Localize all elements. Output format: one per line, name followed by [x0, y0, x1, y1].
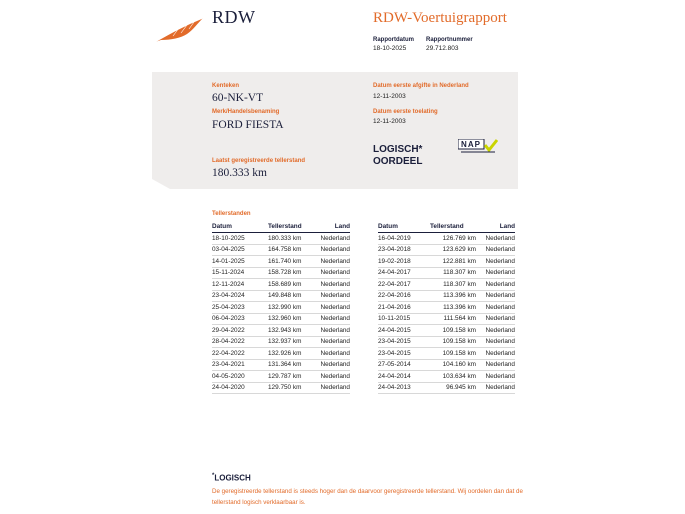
footnote-star: *	[212, 473, 215, 479]
reading-date: 23-04-2018	[378, 244, 430, 256]
reading-country: Nederland	[312, 290, 350, 302]
reading-date: 24-04-2015	[378, 325, 430, 337]
header-country: Land	[476, 222, 515, 233]
reading-odometer: 164.758 km	[268, 244, 312, 256]
table-row	[378, 256, 515, 268]
reading-date: 23-04-2021	[212, 359, 268, 371]
first-admission-value: 12-11-2003	[373, 118, 406, 125]
reading-date: 22-04-2022	[212, 348, 268, 360]
table-row	[378, 382, 515, 394]
reading-date: 29-04-2022	[212, 325, 268, 337]
reading-country: Nederland	[476, 233, 515, 245]
reading-odometer: 132.937 km	[268, 336, 312, 348]
header-country: Land	[312, 222, 350, 233]
report-number-value: 29.712.803	[426, 45, 459, 52]
reading-date: 15-11-2024	[212, 267, 268, 279]
table-row	[378, 244, 515, 256]
table-row	[378, 290, 515, 302]
reading-odometer: 158.728 km	[268, 267, 312, 279]
odometer-readings-table-right	[378, 222, 515, 394]
reading-country: Nederland	[312, 302, 350, 314]
reading-odometer: 104.160 km	[430, 359, 476, 371]
reading-odometer: 109.158 km	[430, 336, 476, 348]
reading-odometer: 180.333 km	[268, 233, 312, 245]
reading-odometer: 123.629 km	[430, 244, 476, 256]
reading-date: 18-10-2025	[212, 233, 268, 245]
table-row	[212, 267, 350, 279]
reading-country: Nederland	[476, 290, 515, 302]
reading-country: Nederland	[476, 336, 515, 348]
reading-odometer: 109.158 km	[430, 325, 476, 337]
reading-odometer: 96.945 km	[430, 382, 476, 394]
reading-date: 24-04-2013	[378, 382, 430, 394]
table-row	[378, 359, 515, 371]
reading-country: Nederland	[476, 256, 515, 268]
reading-country: Nederland	[312, 382, 350, 394]
table-row	[378, 336, 515, 348]
reading-country: Nederland	[476, 371, 515, 383]
reading-country: Nederland	[312, 279, 350, 291]
report-title: RDW-Voertuigrapport	[373, 10, 507, 26]
reading-odometer: 113.396 km	[430, 302, 476, 314]
reading-date: 28-04-2022	[212, 336, 268, 348]
reading-country: Nederland	[312, 233, 350, 245]
header-date: Datum	[378, 222, 430, 233]
first-registration-nl-value: 12-11-2003	[373, 93, 406, 100]
make-label: Merk/Handelsbenaming	[212, 109, 280, 115]
table-row	[378, 313, 515, 325]
reading-country: Nederland	[312, 359, 350, 371]
report-number-label: Rapportnummer	[426, 37, 473, 43]
table-row	[212, 382, 350, 394]
reading-odometer: 132.960 km	[268, 313, 312, 325]
odometer-verdict: LOGISCH* OORDEEL	[373, 144, 423, 167]
last-odometer-value: 180.333 km	[212, 167, 267, 179]
table-row	[212, 348, 350, 360]
table-row	[378, 348, 515, 360]
plate-value: 60-NK-VT	[212, 92, 264, 104]
reading-odometer: 129.750 km	[268, 382, 312, 394]
odometer-readings-table-left	[212, 222, 350, 394]
reading-date: 27-05-2014	[378, 359, 430, 371]
reading-country: Nederland	[476, 267, 515, 279]
reading-odometer: 161.740 km	[268, 256, 312, 268]
reading-date: 03-04-2025	[212, 244, 268, 256]
reading-odometer: 132.990 km	[268, 302, 312, 314]
table-row	[378, 302, 515, 314]
reading-country: Nederland	[476, 244, 515, 256]
footnote-text: De geregistreerde tellerstand is steeds hoger dan de daarvoor geregistreerde tellerstand. Wij oordelen dan dat de tellerstand logisch verklaarbaar is.	[212, 488, 523, 506]
reading-country: Nederland	[476, 279, 515, 291]
reading-date: 23-04-2015	[378, 336, 430, 348]
reading-odometer: 132.943 km	[268, 325, 312, 337]
reading-country: Nederland	[312, 348, 350, 360]
reading-country: Nederland	[312, 267, 350, 279]
reading-date: 23-04-2024	[212, 290, 268, 302]
reading-odometer: 149.848 km	[268, 290, 312, 302]
table-row	[212, 336, 350, 348]
footnote-title-text: LOGISCH	[214, 473, 251, 483]
reading-date: 23-04-2015	[378, 348, 430, 360]
table-row	[212, 313, 350, 325]
table-row	[378, 279, 515, 291]
reading-country: Nederland	[312, 336, 350, 348]
reading-date: 24-04-2017	[378, 267, 430, 279]
header-odometer: Tellerstand	[430, 222, 476, 233]
reading-country: Nederland	[312, 256, 350, 268]
first-registration-nl-label: Datum eerste afgifte in Nederland	[373, 83, 469, 89]
reading-country: Nederland	[312, 371, 350, 383]
readings-section-title: Tellerstanden	[212, 211, 251, 217]
reading-country: Nederland	[312, 244, 350, 256]
table-row	[212, 233, 350, 245]
reading-country: Nederland	[476, 348, 515, 360]
reading-odometer: 126.769 km	[430, 233, 476, 245]
reading-date: 25-04-2023	[212, 302, 268, 314]
reading-date: 04-05-2020	[212, 371, 268, 383]
reading-date: 14-01-2025	[212, 256, 268, 268]
last-odometer-label: Laatst geregistreerde tellerstand	[212, 158, 306, 164]
table-row	[212, 302, 350, 314]
table-row	[378, 371, 515, 383]
reading-country: Nederland	[476, 325, 515, 337]
brand-name: RDW	[212, 7, 256, 27]
reading-odometer: 118.307 km	[430, 267, 476, 279]
reading-date: 22-04-2017	[378, 279, 430, 291]
table-row	[212, 256, 350, 268]
make-value: FORD FIESTA	[212, 119, 284, 131]
reading-date: 16-04-2019	[378, 233, 430, 245]
reading-country: Nederland	[476, 382, 515, 394]
table-row	[212, 244, 350, 256]
table-header-row	[378, 222, 515, 233]
reading-country: Nederland	[312, 313, 350, 325]
reading-date: 19-02-2018	[378, 256, 430, 268]
reading-odometer: 103.634 km	[430, 371, 476, 383]
plate-label: Kenteken	[212, 83, 240, 89]
reading-odometer: 158.689 km	[268, 279, 312, 291]
reading-date: 21-04-2016	[378, 302, 430, 314]
reading-country: Nederland	[312, 325, 350, 337]
reading-date: 12-11-2024	[212, 279, 268, 291]
table-header-row	[212, 222, 350, 233]
first-admission-label: Datum eerste toelating	[373, 109, 438, 115]
reading-country: Nederland	[476, 313, 515, 325]
reading-date: 10-11-2015	[378, 313, 430, 325]
reading-odometer: 109.158 km	[430, 348, 476, 360]
nap-logo	[458, 139, 498, 155]
reading-odometer: 131.364 km	[268, 359, 312, 371]
table-row	[212, 325, 350, 337]
reading-odometer: 132.926 km	[268, 348, 312, 360]
header-date: Datum	[212, 222, 268, 233]
table-row	[212, 371, 350, 383]
reading-odometer: 118.307 km	[430, 279, 476, 291]
table-row	[212, 359, 350, 371]
reading-odometer: 111.564 km	[430, 313, 476, 325]
reading-date: 24-04-2020	[212, 382, 268, 394]
vehicle-summary-card	[152, 72, 518, 189]
report-date-value: 18-10-2025	[373, 45, 407, 52]
reading-odometer: 129.787 km	[268, 371, 312, 383]
reading-odometer: 122.881 km	[430, 256, 476, 268]
svg-text:NAP: NAP	[461, 140, 481, 149]
report-date-label: Rapportdatum	[373, 37, 414, 43]
reading-country: Nederland	[476, 359, 515, 371]
rdw-feather-logo	[153, 16, 205, 44]
reading-date: 06-04-2023	[212, 313, 268, 325]
table-row	[378, 325, 515, 337]
header-odometer: Tellerstand	[268, 222, 312, 233]
table-row	[212, 290, 350, 302]
reading-country: Nederland	[476, 302, 515, 314]
table-row	[212, 279, 350, 291]
reading-date: 22-04-2016	[378, 290, 430, 302]
footnote-title	[212, 473, 251, 483]
reading-odometer: 113.396 km	[430, 290, 476, 302]
reading-date: 24-04-2014	[378, 371, 430, 383]
table-row	[378, 233, 515, 245]
table-row	[378, 267, 515, 279]
